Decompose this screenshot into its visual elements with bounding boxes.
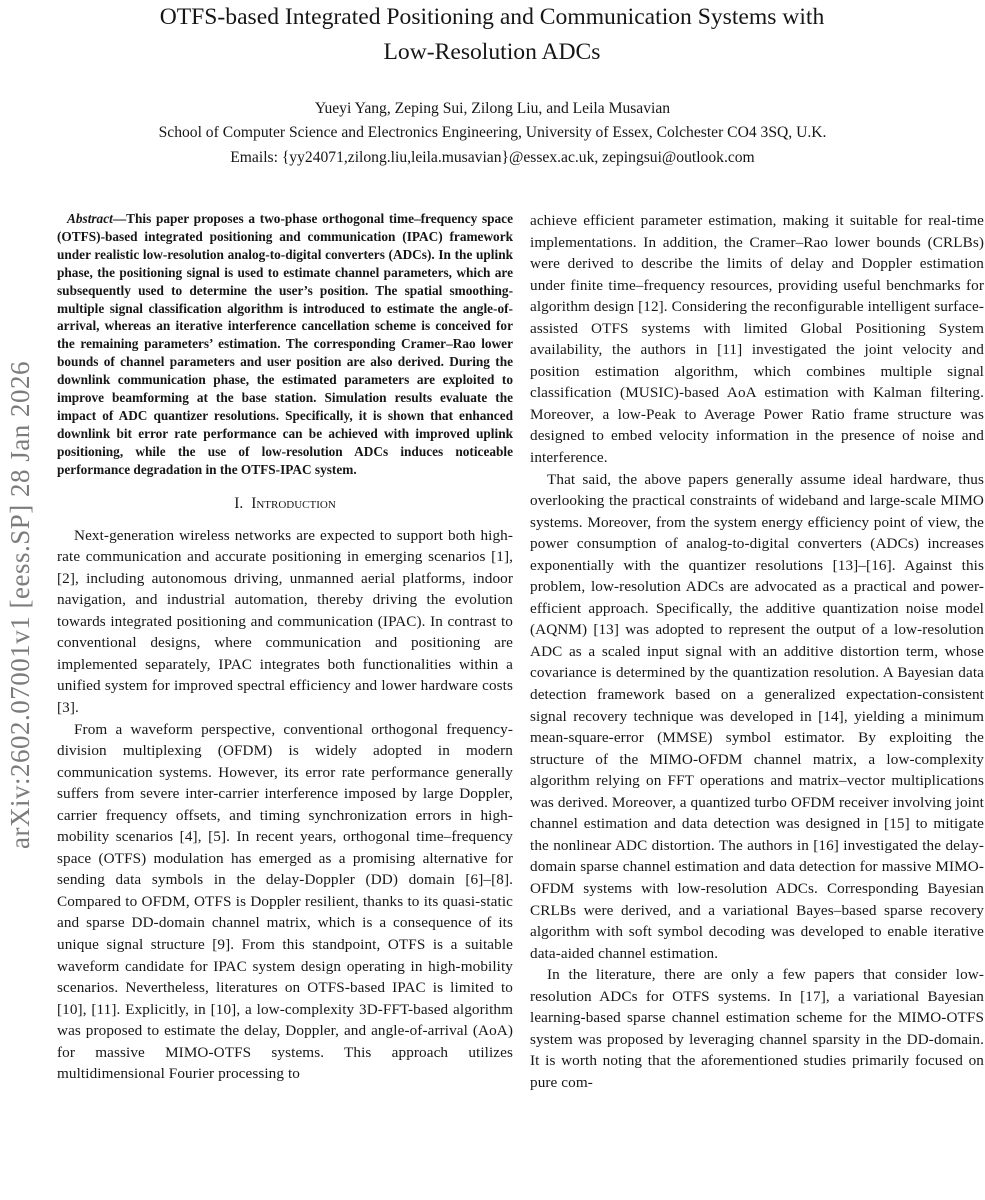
abstract-text: —This paper proposes a two-phase orthogonal time–frequency space (OTFS)-based integrated positioning and communication (IPAC) framework under realistic low-resolution analog-to-digital converters (ADCs). In the uplink phase, the positioning signal is used to estimate channel parameters, which are subsequently used to determine the user’s position. The spatial smoothing-multiple signal classification algorithm is introduced to estimate the angle-of-arrival, whereas an iterative interference cancellation scheme is conceived for the remaining parameters’ estimation. The corresponding Cramer–Rao lower bounds of channel parameters and user position are also derived. During the downlink communication phase, the estimated parameters are exploited to improve beamforming at the base station. Simulation results evaluate the impact of ADC quantizer resolutions. Specifically, it is shown that enhanced downlink bit error rate performance can be achieved with improved uplink positioning, while the use of low-resolution ADCs induces noticeable performance degradation in the OTFS-IPAC system. bbox=[57, 211, 513, 477]
author-block bbox=[0, 97, 985, 170]
affiliation-line: School of Computer Science and Electronics Engineering, University of Essex, Colchester CO4 3SQ, U.K. bbox=[158, 124, 827, 142]
arxiv-identifier-banner: arXiv:2602.07001v1 [eess.SP] 28 Jan 2026 bbox=[5, 361, 35, 849]
paper-title-line-2: Low-Resolution ADCs bbox=[383, 39, 601, 65]
section-title: Introduction bbox=[251, 494, 336, 512]
paper-title bbox=[52, 0, 932, 70]
paragraph: That said, the above papers generally assume ideal hardware, thus overlooking the practical constraints of wideband and large-scale MIMO systems. Moreover, from the system energy efficiency point of view, the power consumption of analog-to-digital converters (ADCs) increases exponentially with the quantizer resolutions [13]–[16]. Against this problem, low-resolution ADCs are advocated as a practical and power-efficient approach. Specifically, the additive quantization noise model (AQNM) [13] was adopted to represent the output of a low-resolution ADC as a scaled input signal with an additive distortion term, whose covariance is determined by the quantization resolution. A Bayesian data detection framework based on a generalized expectation-consistent signal recovery technique was developed in [14], yielding a minimum mean-square-error (MMSE) symbol estimator. By exploiting the structure of the MIMO-OFDM channel matrix, a low-complexity algorithm relying on FFT operations and matrix–vector multiplications was derived. Moreover, a quantized turbo OFDM receiver involving joint channel estimation and data detection was designed in [15] to mitigate the nonlinear ADC distortion. The authors in [16] investigated the delay-domain sparse channel estimation and data detection for massive MIMO-OFDM systems with low-resolution ADCs. Corresponding Bayesian CRLBs were derived, and a variational Bayes–based sparse recovery algorithm with soft symbol decoding was developed to enable iterative data-aided channel estimation. bbox=[530, 470, 984, 962]
paper-title-line-1: OTFS-based Integrated Positioning and Communication Systems with bbox=[159, 4, 825, 30]
authors-line: Yueyi Yang, Zeping Sui, Zilong Liu, and Leila Musavian bbox=[314, 100, 671, 117]
section-heading-introduction bbox=[57, 493, 513, 515]
abstract bbox=[57, 210, 513, 479]
paragraph: achieve efficient parameter estimation, making it suitable for real-time implementations. In addition, the Cramer–Rao lower bounds (CRLBs) were derived to describe the limits of delay and Doppler estimation under finite time–frequency resources, providing useful benchmarks for algorithm design [12]. Considering the reconfigurable intelligent surface-assisted OTFS systems with limited Global Positioning System availability, the authors in [11] investigated the joint velocity and position estimation algorithm, which combines multiple signal classification (MUSIC)-based AoA estimation with Kalman filtering. Moreover, a low-Peak to Average Power Ratio frame structure was designed to embed velocity information in the presence of noise and interference. bbox=[530, 212, 984, 467]
abstract-label: Abstract bbox=[67, 211, 113, 226]
emails-line: Emails: {yy24071,zilong.liu,leila.musavian}@essex.ac.uk, zepingsui@outlook.com bbox=[230, 148, 755, 166]
paragraph: From a waveform perspective, conventional orthogonal frequency-division multiplexing (OFDM) is widely adopted in modern communication systems. However, its error rate performance generally suffers from severe inter-carrier interference imposed by large Doppler, carrier frequency offsets, and timing synchronization errors in high-mobility scenarios [4], [5]. In recent years, orthogonal time–frequency space (OTFS) modulation has emerged as a promising alternative for sending data symbols in the delay-Doppler (DD) domain [6]–[8]. Compared to OFDM, OTFS is Doppler resilient, thanks to its quasi-static and sparse DD-domain channel matrix, which is a consequence of its unique signal structure [9]. From this standpoint, OTFS is a suitable waveform candidate for IPAC system design operating in high-mobility scenarios. Nevertheless, literatures on OTFS-based IPAC is limited to [10], [11]. Explicitly, in [10], a low-complexity 3D-FFT-based algorithm was proposed to estimate the delay, Doppler, and angle-of-arrival (AoA) for massive MIMO-OTFS systems. This approach utilizes multidimensional Fourier processing to bbox=[57, 720, 513, 1083]
paragraph: Next-generation wireless networks are expected to support both high-rate communication and accurate positioning in emerging scenarios [1], [2], including autonomous driving, unmanned aerial platforms, indoor navigation, and industrial automation, thereby driving the evolution towards integrated positioning and communication (IPAC). In contrast to conventional designs, where communication and positioning are implemented separately, IPAC integrates both functionalities within a unified system for improved spectral efficiency and lower hardware costs [3]. bbox=[57, 526, 513, 716]
section-number: I. bbox=[234, 494, 244, 512]
column-left bbox=[57, 210, 513, 1085]
column-right bbox=[530, 210, 984, 1093]
paragraph: In the literature, there are only a few papers that consider low-resolution ADCs for OTFS systems. In [17], a variational Bayesian learning-based sparse channel estimation scheme for the MIMO-OTFS system was proposed by leveraging channel sparsity in the DD-domain. It is worth noting that the aforementioned studies primarily focused on pure com- bbox=[530, 966, 984, 1091]
